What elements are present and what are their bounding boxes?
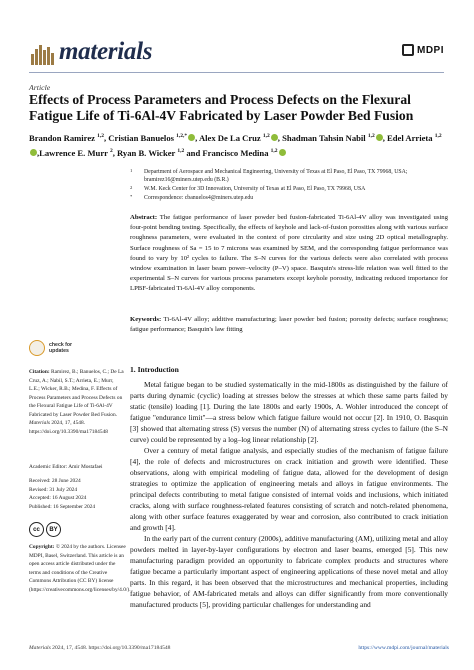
author-name[interactable]: Ryan B. Wicker: [117, 147, 178, 158]
author-name[interactable]: Francisco Medina: [202, 147, 271, 158]
affiliation-text: Department of Aerospace and Mechanical Engineering, University of Texas at El Paso, El Paso, TX 79968, USA; bramirez16@miners.utep.edu (B.R.): [144, 169, 408, 183]
copyright-label: Copyright:: [29, 544, 55, 550]
affiliation-item: [130, 185, 460, 193]
author-separator: ,: [112, 147, 118, 158]
cc-license-badge[interactable]: [29, 522, 63, 537]
mdpi-logo-icon: [402, 44, 414, 56]
author-separator: ,: [37, 147, 40, 158]
affiliation-number: 2: [130, 185, 133, 190]
intro-paragraph-1: Metal fatigue began to be studied systematically in the mid-1800s as distinguished by the failure of parts during dynamic (cyclic) loading at stresses below the stresses at which these same parts failed by static (tensile) loading [1]. During the late 1800s and early 1900s, A. Wohler introduced the concept of fatigue "endurance limit"—a stress below which fatigue failure would not occur [2]. In 1910, O. Basquin [3] showed that alternating stress (S) versus the number (N) of alternating stress cycles to failure (the S–N curve) could be represented by a log–log linear relationship [2].: [130, 380, 448, 444]
cc-icon: cc: [29, 522, 44, 537]
abstract: [130, 213, 448, 295]
author-name[interactable]: Lawrence E. Murr: [39, 147, 110, 158]
author-affiliation-marker: 1,2: [97, 133, 104, 139]
check-updates-line1: check for: [49, 342, 73, 348]
affiliation-text: W.M. Keck Center for 3D Innovation, University of Texas at El Paso, El Paso, TX 79968, USA: [144, 186, 366, 192]
keywords-text: Ti-6Al-4V alloy; additive manufacturing; laser powder bed fusion; porosity defects; surface roughness; fatigue performance; Basquin's law fitting: [130, 316, 448, 334]
introduction-body: [130, 379, 448, 610]
author-separator: ,: [277, 132, 283, 143]
author-separator: ,: [382, 132, 387, 143]
author-separator: ,: [104, 132, 109, 143]
keywords: [130, 315, 448, 335]
journal-crest-icon: [29, 41, 55, 67]
mdpi-logo[interactable]: [402, 44, 444, 56]
abstract-label: Abstract:: [130, 214, 158, 221]
check-for-updates-button[interactable]: [29, 340, 72, 356]
orcid-icon[interactable]: [376, 134, 383, 141]
author-name[interactable]: Edel Arrieta: [387, 132, 435, 143]
article-type: Article: [29, 83, 51, 92]
orcid-icon[interactable]: [271, 134, 278, 141]
citation-block: [29, 368, 125, 436]
footer-citation[interactable]: 2024, 17, 4548. https://doi.org/10.3390/ma17184548: [52, 645, 171, 651]
author-affiliation-marker: 1,2: [434, 133, 442, 139]
date-revised: Revised: 31 July 2024: [29, 486, 78, 493]
copyright-notice: [29, 543, 131, 594]
date-accepted: Accepted: 16 August 2024: [29, 495, 87, 501]
citation-label: Citation:: [29, 369, 50, 375]
footer-journal-link[interactable]: https://www.mdpi.com/journal/materials: [358, 645, 449, 651]
paper-title: Effects of Process Parameters and Process Defects on the Flexural Fatigue Life of Ti-6Al-4V Fabricated by Laser Powder Bed Fusion: [29, 92, 414, 123]
author-affiliation-marker: 1,2,*: [176, 133, 188, 139]
check-updates-icon: [29, 340, 45, 356]
citation-journal: Materials: [29, 420, 50, 426]
affiliation-number: *: [130, 194, 133, 199]
copyright-text: © 2024 by the authors. Licensee MDPI, Basel, Switzerland. This article is an open access article distributed under the terms and conditions of the Creative Commons Attribution (CC BY) license (https://creativecommons.org/licenses/by/4.0/).: [29, 544, 131, 593]
affiliation-number: 1: [130, 168, 133, 173]
date-received: Received: 28 June 2024: [29, 478, 81, 484]
academic-editor: Academic Editor: Amir Mostafaei: [29, 464, 103, 470]
author-name[interactable]: Cristian Banuelos: [108, 132, 177, 143]
author-list: [29, 130, 449, 160]
publisher-name: MDPI: [417, 44, 444, 56]
journal-name: materials: [59, 38, 153, 65]
affiliation-text: Correspondence: cbanuelos4@miners.utep.edu: [144, 195, 254, 201]
author-name[interactable]: Alex De La Cruz: [198, 132, 263, 143]
check-updates-line2: updates: [49, 348, 69, 354]
publication-dates: [29, 477, 125, 511]
author-affiliation-marker: 1,2: [270, 147, 278, 154]
affiliations: [130, 168, 460, 203]
orcid-icon[interactable]: [30, 147, 40, 158]
author-affiliation-marker: 1,2: [177, 147, 185, 154]
citation-tail[interactable]: 2024, 17, 4548. https://doi.org/10.3390/ma17184548: [29, 420, 108, 435]
author-affiliation-marker: 2: [109, 147, 113, 154]
keywords-label: Keywords:: [130, 316, 162, 323]
affiliation-item: [130, 194, 460, 202]
author-name[interactable]: Shadman Tahsin Nabil: [282, 132, 368, 143]
page-footer: [29, 645, 449, 651]
intro-paragraph-2: Over a century of metal fatigue analysis, and especially studies of the mechanism of fatigue failure [4], the role of defects and microstructures on crack initiation and growth were identified. These observations, along with empirical modeling of fatigue data, allowed for the development of design strategies to optimize the application of engineering metals and alloys in fatigue environments. The principal defects contributing to metal fatigue consisted of internal voids and inclusions, which initiated cracks, along with surface roughness-related features consisting of scratch and notch-related phenomena, along with other surface features exaggerated by wear and corrosion, also contributed to crack initiation and growth [4].: [130, 446, 448, 532]
header-divider: [29, 72, 444, 73]
author-separator: and: [184, 147, 203, 158]
abstract-text: The fatigue performance of laser powder bed fusion-fabricated Ti-6Al-4V alloy was investigated using four-point bending testing. Specifically, the effects of keyhole and lack-of-fusion porosities along with various surface roughness parameters, were evaluated in the context of pore circularity and size using 2D optical metallography. Surface roughness of Sa = 15 to 7 microns was examined by SEM, and the corresponding fatigue performance was found to vary by 10² cycles to failure. The S–N curves for the various defects were also correlated with process window examination in laser beam power–velocity (P–V) space. Basquin's stress-life relation was well fitted to the experimental S–N curves for various process parameters except keyhole porosity, indicating reduced importance for LPBF-fabricated Ti-6Al-4V alloy components.: [130, 214, 448, 293]
orcid-icon[interactable]: [279, 149, 286, 156]
author-separator: ,: [195, 132, 199, 143]
date-published: Published: 16 September 2024: [29, 503, 96, 510]
by-icon: BY: [46, 522, 61, 537]
section-heading: 1. Introduction: [130, 365, 179, 374]
intro-paragraph-3: In the early part of the current century (2000s), additive manufacturing (AM), utilizing metal and alloy powders melted in layer-by-layer configurations by electron and laser beams, emerged [5]. This new manufacturing paradigm provided an opportunity to fabricate complex products and structures where fatigue became a particularly important aspect of engineering applications of these novel metal and alloy parts. In this regard, it has been observed that the microstructures and mechanical properties, including fatigue behavior, of AM-fabricated metals and alloys can differ significantly from more conventionally manufactured products [5], providing particular challenges for understanding and: [130, 534, 448, 609]
author-name[interactable]: Brandon Ramirez: [29, 132, 98, 143]
footer-journal: Materials: [29, 645, 51, 651]
citation-text: Ramirez, B.; Banuelos, C.; De La Cruz, A.; Nabil, S.T.; Arrieta, E.; Murr, L.E.; Wicker, R.B.; Medina, F. Effects of Process Parameters and Process Defects on the Flexural Fatigue Life of Ti-6Al-4V Fabricated by Laser Powder Bed Fusion.: [29, 369, 124, 418]
author-affiliation-marker: 1,2: [367, 133, 375, 139]
author-affiliation-marker: 1,2: [262, 133, 270, 139]
affiliation-item: [130, 168, 460, 184]
